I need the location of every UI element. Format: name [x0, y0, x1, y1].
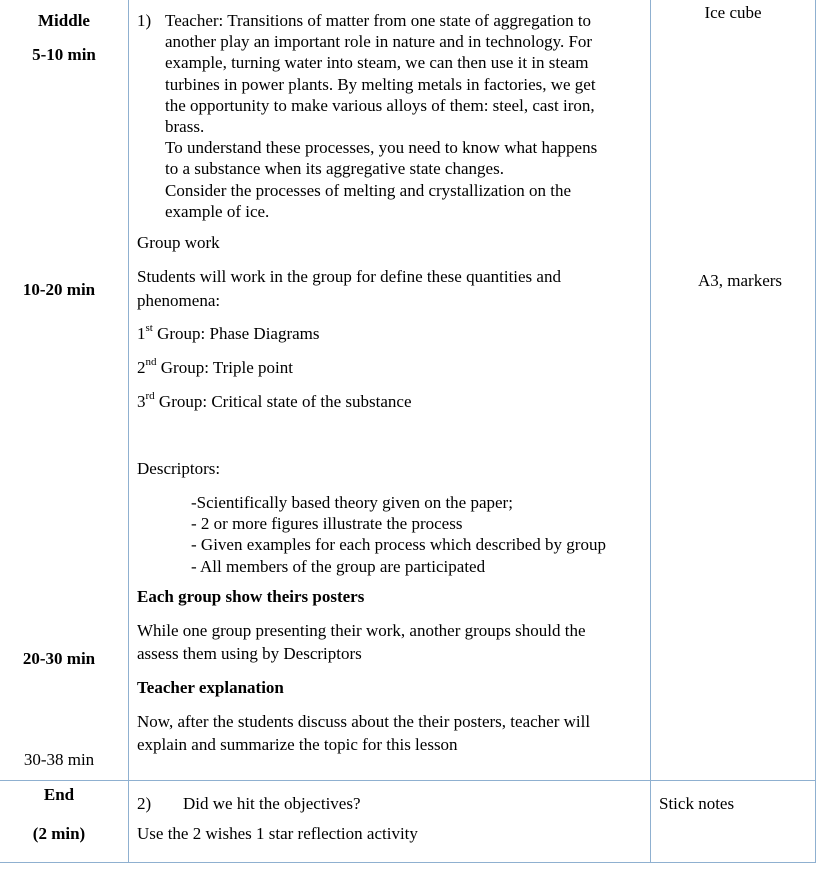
- resource-a3-markers: A3, markers: [697, 271, 783, 290]
- group-item: 1st Group: Phase Diagrams: [137, 322, 320, 343]
- stage-time: 5-10 min: [32, 45, 96, 64]
- objectives-question: Did we hit the objectives?: [183, 794, 361, 813]
- reflection-activity: Use the 2 wishes 1 star reflection activity: [137, 824, 418, 843]
- item-number: 1): [137, 11, 152, 30]
- presenting-text: While one group presenting their work, another groups should the: [137, 621, 586, 640]
- students-instruction: phenomena:: [137, 291, 221, 310]
- paragraph-line: Consider the processes of melting and crystallization on the: [165, 180, 572, 200]
- paragraph-line: To understand these processes, you need to know what happens: [165, 138, 598, 158]
- teacher-intro-paragraph: [165, 10, 597, 222]
- descriptors-title: Descriptors:: [137, 459, 221, 478]
- stage-time: 20-30 min: [22, 649, 96, 668]
- group-item: 3rd Group: Critical state of the substance: [137, 390, 412, 411]
- paragraph-line: brass.: [165, 117, 205, 137]
- stage-middle-title: Middle: [38, 11, 90, 30]
- stage-time: 30-38 min: [23, 750, 95, 769]
- item-number: 2): [137, 794, 152, 813]
- group-item: 2nd Group: Triple point: [137, 356, 293, 377]
- resource-stick-notes: Stick notes: [659, 794, 735, 813]
- table-border: [650, 0, 651, 863]
- paragraph-line: to a substance when its aggregative state changes.: [165, 159, 504, 179]
- paragraph-line: Teacher: Transitions of matter from one state of aggregation to: [165, 11, 592, 30]
- paragraph-line: example of ice.: [165, 201, 270, 221]
- descriptor-item: - All members of the group are participated: [191, 556, 486, 576]
- table-border: [128, 0, 129, 863]
- group-work-label: Group work: [137, 233, 220, 252]
- explanation-text: explain and summarize the topic for this lesson: [137, 735, 458, 754]
- explanation-text: Now, after the students discuss about the their posters, teacher will: [137, 712, 591, 731]
- descriptor-item: -Scientifically based theory given on the paper;: [191, 493, 513, 512]
- paragraph-line: the opportunity to make various alloys of them: steel, cast iron,: [165, 95, 595, 115]
- presenting-text: assess them using by Descriptors: [137, 644, 362, 663]
- posters-heading: Each group show theirs posters: [137, 587, 365, 606]
- resource-ice-cube: Ice cube: [704, 3, 762, 22]
- stage-time: (2 min): [32, 824, 86, 843]
- descriptor-item: - 2 or more figures illustrate the process: [191, 514, 463, 534]
- table-border: [0, 862, 816, 863]
- stage-end-title: End: [43, 785, 75, 804]
- stage-time: 10-20 min: [22, 280, 96, 299]
- students-instruction: Students will work in the group for define these quantities and: [137, 267, 561, 286]
- paragraph-line: example, turning water into steam, we can then use it in steam: [165, 53, 589, 73]
- table-border: [0, 780, 816, 781]
- teacher-explanation-heading: Teacher explanation: [137, 678, 284, 697]
- descriptors-list: [191, 492, 606, 577]
- descriptor-item: - Given examples for each process which described by group: [191, 535, 606, 555]
- paragraph-line: turbines in power plants. By melting metals in factories, we get: [165, 74, 596, 94]
- paragraph-line: another play an important role in nature and in technology. For: [165, 32, 593, 52]
